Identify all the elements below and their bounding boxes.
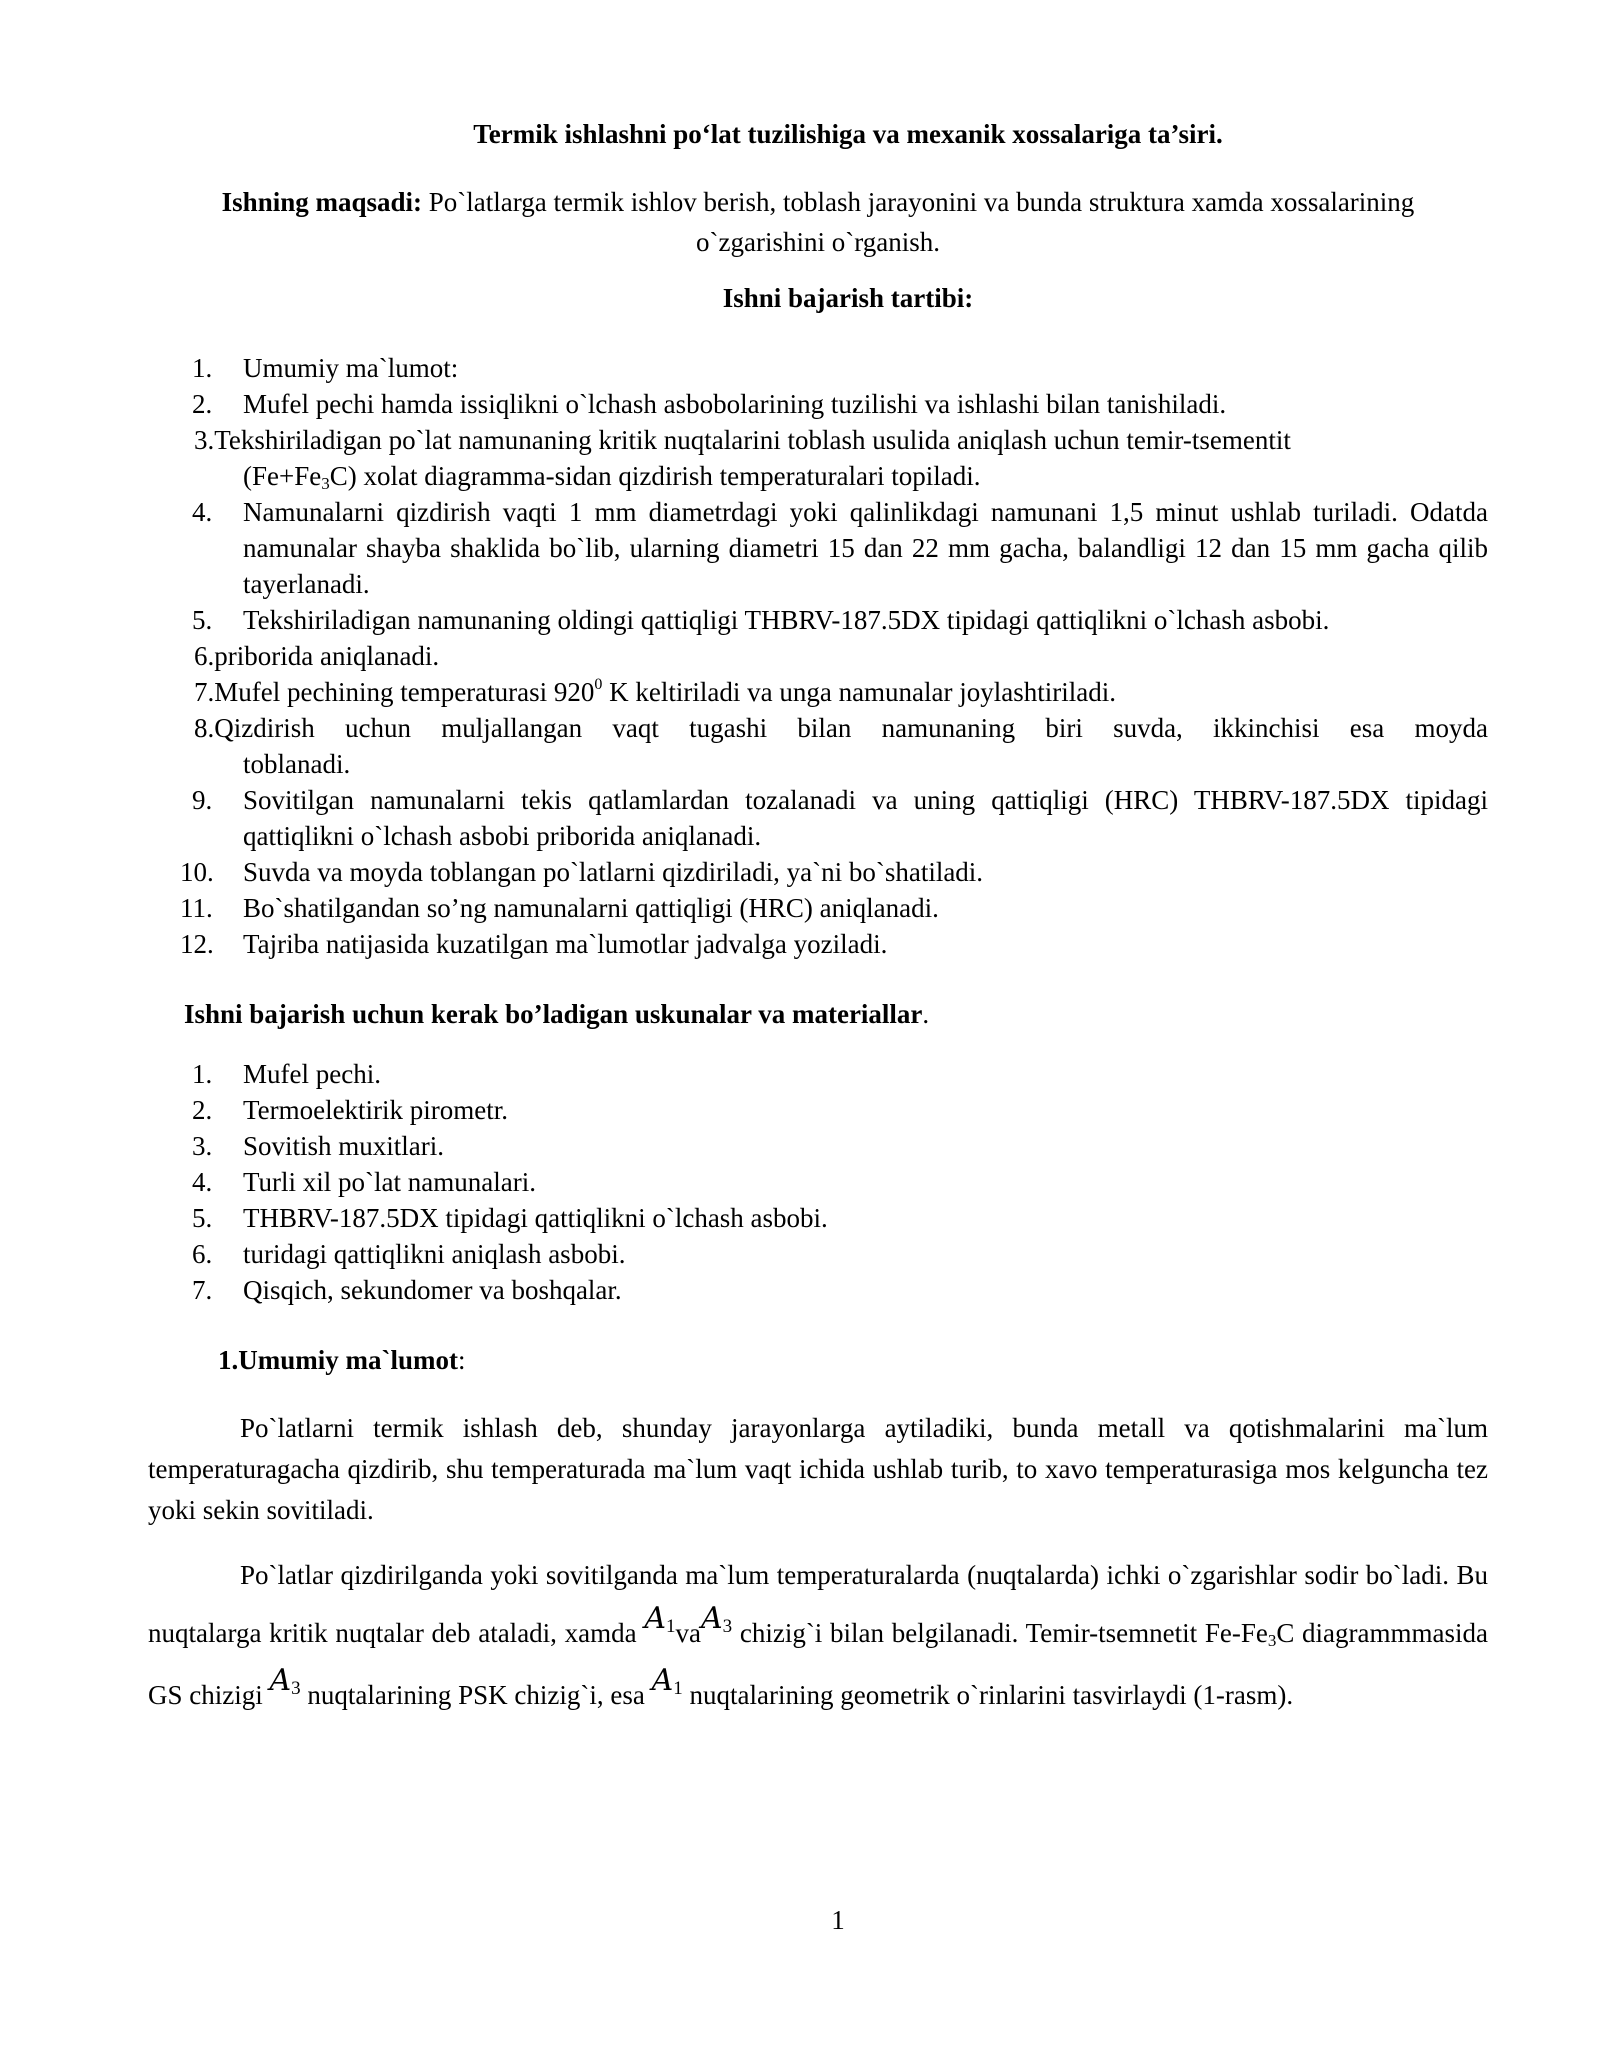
list-item <box>148 674 1488 710</box>
item-text: turidagi qattiqlikni aniqlash asbobi. <box>243 1239 626 1269</box>
symbol-index: 1 <box>665 1616 676 1637</box>
section-heading-colon: : <box>457 1345 466 1375</box>
item-text: Mufel pechining temperaturasi 920 <box>214 677 595 707</box>
procedure-list <box>148 350 1488 962</box>
subscript: 3 <box>1267 1631 1277 1650</box>
list-item <box>148 1272 1488 1308</box>
item-number: 6. <box>192 1239 213 1269</box>
paragraph-text: C diagrammmasida GS chizigi <box>148 1618 1488 1710</box>
item-number: 9. <box>192 785 213 815</box>
item-text: Mufel pechi hamda issiqlikni o`lchash asbobolarining tuzilishi va ishlashi bilan tanishiladi. <box>243 389 1227 419</box>
symbol-a: A <box>700 1601 723 1636</box>
list-item <box>148 422 1488 494</box>
item-number: 3. <box>192 1131 213 1161</box>
list-item-continuation <box>148 746 1488 782</box>
section-heading-text: 1.Umumiy ma`lumot <box>218 1345 458 1375</box>
body-paragraph: Po`latlarni termik ishlash deb, shunday jarayonlarga aytiladiki, bunda metall va qotishmalarini ma`lum temperaturagacha qizdirib, shu temperaturada ma`lum vaqt ichida ushlab turib, to xavo temperaturasiga mos kelguncha tez yoki sekin sovitiladi. <box>148 1413 1488 1525</box>
list-item <box>148 854 1488 890</box>
list-item <box>148 386 1488 422</box>
item-text: Qisqich, sekundomer va boshqalar. <box>243 1275 622 1305</box>
symbol-a: A <box>651 1663 674 1698</box>
item-text: Sovitilgan namunalarni tekis qatlamlardan tozalanadi va uning qattiqligi (HRC) THBRV-187.5DX tipidagi qattiqlikni o`lchash asbobi priborida aniqlanadi. <box>243 785 1488 851</box>
item-number: 2. <box>192 389 213 419</box>
list-item <box>148 710 1488 746</box>
symbol-a: A <box>644 1601 666 1636</box>
list-item <box>148 638 1488 674</box>
paragraph-text: Po`latlar qizdirilganda yoki sovitilganda ma`lum temperaturalarda (nuqtalarda) ichki o`zgarishlar sodir bo`ladi. Bu nuqtalarga kritik nuqtalar deb ataladi, xamda <box>148 1560 1488 1648</box>
item-text: Turli xil po`lat namunalari. <box>243 1167 536 1197</box>
item-text: Mufel pechi. <box>243 1059 381 1089</box>
superscript: 0 <box>594 676 603 693</box>
tools-heading-period: . <box>922 999 930 1029</box>
symbol-index: 3 <box>291 1678 301 1699</box>
item-number: 3. <box>194 425 215 455</box>
item-number: 1. <box>192 1059 213 1089</box>
item-number: 4. <box>192 497 213 527</box>
item-text: Termoelektirik pirometr. <box>243 1095 509 1125</box>
tools-list <box>148 1056 1488 1308</box>
paragraph-text: chizig`i bilan belgilanadi. Temir-tsemnetit Fe-Fe <box>732 1618 1268 1648</box>
list-item <box>148 1200 1488 1236</box>
goal-text: Po`latlarga termik ishlov berish, toblash jarayonini va bunda struktura xamda xossalarining o`zgarishini o`rganish. <box>422 187 1415 257</box>
item-text: Namunalarni qizdirish vaqti 1 mm diametrdagi yoki qalinlikdagi namunani 1,5 minut ushlab turiladi. Odatda namunalar shayba shaklida bo`lib, ularning diametri 15 dan 22 mm gacha, balandligi 12 dan 15 mm gacha qilib tayerlanadi. <box>243 497 1488 599</box>
item-number: 5. <box>192 1203 213 1233</box>
item-number: 1. <box>192 353 213 383</box>
paragraph-text: va <box>675 1618 701 1648</box>
symbol-a: A <box>269 1663 292 1698</box>
item-text: Tekshiriladigan po`lat namunaning kritik nuqtalarini toblash usulida aniqlash uchun temir-tsementit <box>214 425 1291 455</box>
list-item <box>148 602 1488 638</box>
item-text: Qizdirish uchun muljallangan vaqt tugashi bilan namunaning biri suvda, ikkinchisi esa moyda <box>214 713 1488 743</box>
list-item <box>148 1236 1488 1272</box>
item-text: Sovitish muxitlari. <box>243 1131 445 1161</box>
page-number: 1 <box>831 1905 845 1935</box>
subscript: 3 <box>321 474 330 493</box>
item-text: Tajriba natijasida kuzatilgan ma`lumotlar jadvalga yoziladi. <box>243 929 888 959</box>
item-number: 8. <box>194 713 215 743</box>
list-item <box>148 1164 1488 1200</box>
item-number: 12. <box>180 929 214 959</box>
list-item <box>148 1056 1488 1092</box>
item-number: 10. <box>180 857 214 887</box>
item-text: Tekshiriladigan namunaning oldingi qattiqligi THBRV-187.5DX tipidagi qattiqlikni o`lchash asbobi. <box>243 605 1330 635</box>
item-text: (Fe+Fe <box>243 461 322 491</box>
list-item <box>148 1092 1488 1128</box>
body-paragraph <box>148 1546 1488 1728</box>
item-number: 11. <box>180 893 213 923</box>
list-item <box>148 350 1488 386</box>
item-text: Bo`shatilgandan so’ng namunalarni qattiqligi (HRC) aniqlanadi. <box>243 893 939 923</box>
list-item <box>148 1128 1488 1164</box>
item-text: toblanadi. <box>243 749 351 779</box>
item-number: 5. <box>192 605 213 635</box>
item-number: 4. <box>192 1167 213 1197</box>
document-title: Termik ishlashni po‘lat tuzilishiga va mexanik xossalariga ta’siri. <box>473 119 1223 149</box>
section-heading <box>218 1342 466 1378</box>
item-number: 2. <box>192 1095 213 1125</box>
list-item <box>148 890 1488 926</box>
item-text: Suvda va moyda toblangan po`latlarni qizdiriladi, ya`ni bo`shatiladi. <box>243 857 984 887</box>
item-text: Umumiy ma`lumot: <box>243 353 459 383</box>
paragraph-text: nuqtalarining geometrik o`rinlarini tasvirlaydi (1-rasm). <box>682 1680 1294 1710</box>
item-text: C) xolat diagramma-sidan qizdirish temperaturalari topiladi. <box>329 461 981 491</box>
item-text: priborida aniqlanadi. <box>214 641 440 671</box>
item-number: 7. <box>192 1275 213 1305</box>
tools-heading-text: Ishni bajarish uchun kerak bo’ladigan uskunalar va materiallar <box>184 999 923 1029</box>
list-item <box>148 782 1488 854</box>
list-item <box>148 926 1488 962</box>
symbol-index: 3 <box>722 1616 733 1637</box>
symbol-index: 1 <box>673 1678 683 1699</box>
list-item <box>148 494 1488 602</box>
procedure-heading: Ishni bajarish tartibi: <box>722 283 974 313</box>
goal-paragraph <box>208 182 1428 262</box>
item-text: THBRV-187.5DX tipidagi qattiqlikni o`lchash asbobi. <box>243 1203 828 1233</box>
item-number: 6. <box>194 641 215 671</box>
goal-label: Ishning maqsadi: <box>221 187 423 217</box>
paragraph-text: nuqtalarining PSK chizig`i, esa <box>300 1680 652 1710</box>
item-text: K keltiriladi va unga namunalar joylashtiriladi. <box>602 677 1116 707</box>
tools-heading <box>184 996 929 1032</box>
item-number: 7. <box>194 677 215 707</box>
